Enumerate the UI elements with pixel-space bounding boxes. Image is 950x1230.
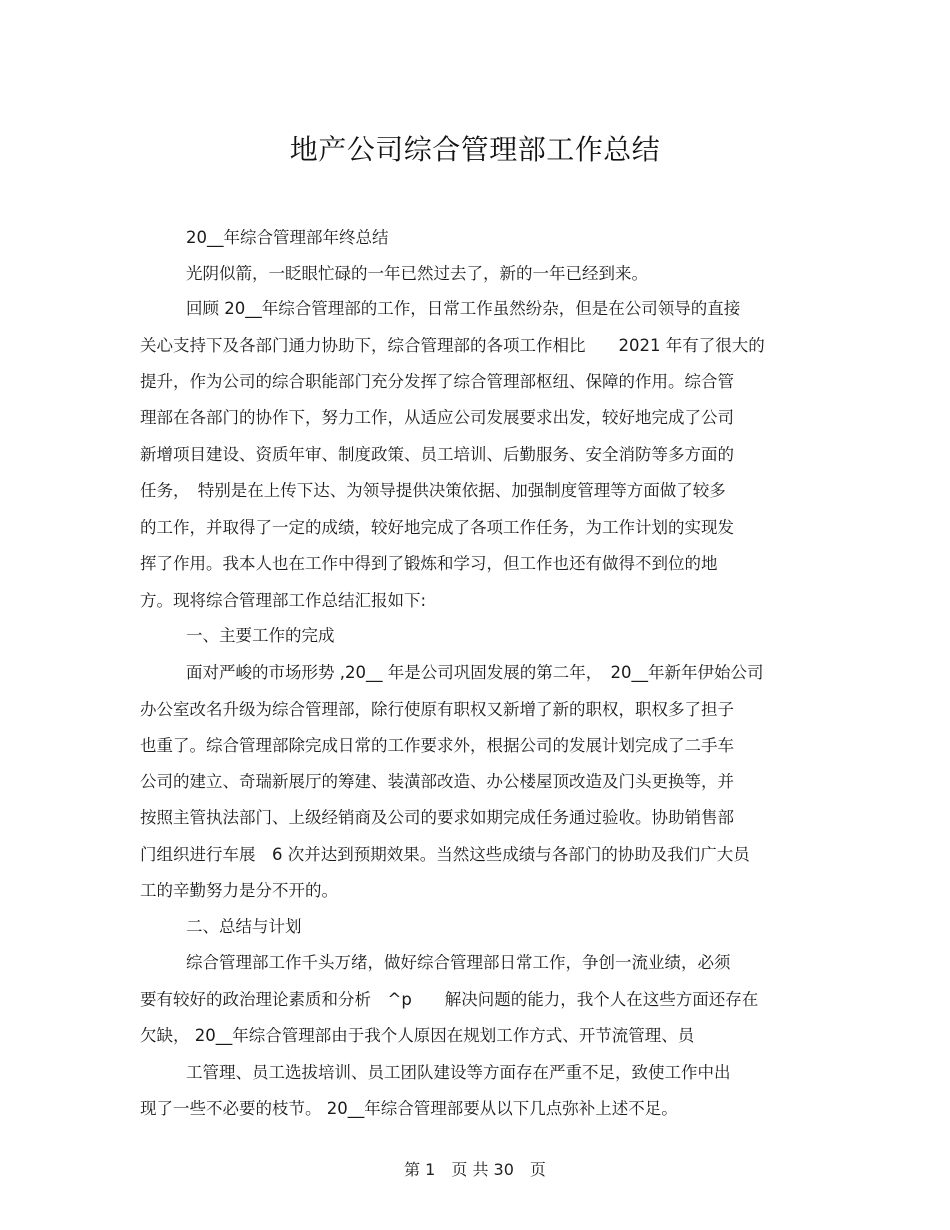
text-line: 关心支持下及各部门通力协助下，综合管理部的各项工作相比 2021 年有了很大的 xyxy=(140,336,765,355)
text-line: 方。现将综合管理部工作总结汇报如下: xyxy=(140,591,427,610)
subtitle-line: 20__年综合管理部年终总结 xyxy=(186,228,389,247)
text-line: 任务， 特别是在上传下达、为领导提供决策依据、加强制度管理等方面做了较多 xyxy=(140,481,726,500)
text-line: 门组织进行车展 6 次并达到预期效果。当然这些成绩与各部门的协助及我们广大员 xyxy=(140,845,750,864)
text-line: 的工作，并取得了一定的成绩，较好地完成了各项工作任务，为工作计划的实现发 xyxy=(140,518,734,537)
text-line: 办公室改名升级为综合管理部，除行使原有职权又新增了新的职权，职权多了担子 xyxy=(140,700,734,719)
text-line: 提升，作为公司的综合职能部门充分发挥了综合管理部枢纽、保障的作用。综合管 xyxy=(140,372,734,391)
section-heading: 一、主要工作的完成 xyxy=(186,626,335,645)
text-line: 按照主管执法部门、上级经销商及公司的要求如期完成任务通过验收。协助销售部 xyxy=(140,808,734,827)
text-line: 现了一些不必要的枝节。 20__年综合管理部要从以下几点弥补上述不足。 xyxy=(140,1099,678,1118)
text-line: 公司的建立、奇瑞新展厅的筹建、装潢部改造、办公楼屋顶改造及门头更换等，并 xyxy=(140,772,734,791)
text-line: 要有较好的政治理论素质和分析 ^p 解决问题的能力，我个人在这些方面还存在 xyxy=(140,990,759,1009)
text-line: 欠缺， 20__年综合管理部由于我个人原因在规划工作方式、开节流管理、员 xyxy=(140,1026,695,1045)
text-line: 光阴似箭，一眨眼忙碌的一年已然过去了，新的一年已经到来。 xyxy=(186,264,648,283)
text-line: 挥了作用。我本人也在工作中得到了锻炼和学习，但工作也还有做得不到位的地 xyxy=(140,554,718,573)
text-line: 新增项目建设、资质年审、制度政策、员工培训、后勤服务、安全消防等多方面的 xyxy=(140,445,734,464)
text-line: 工的辛勤努力是分不开的。 xyxy=(140,881,338,900)
document-title: 地产公司综合管理部工作总结 xyxy=(289,133,661,166)
text-line: 理部在各部门的协作下，努力工作，从适应公司发展要求出发，较好地完成了公司 xyxy=(140,408,734,427)
page-footer: 第 1 页 共 30 页 xyxy=(404,1160,546,1179)
text-line: 工管理、员工选拔培训、员工团队建设等方面存在严重不足，致使工作中出 xyxy=(186,1063,731,1082)
text-line: 也重了。综合管理部除完成日常的工作要求外，根据公司的发展计划完成了二手车 xyxy=(140,736,734,755)
text-line: 综合管理部工作千头万绪，做好综合管理部日常工作，争创一流业绩，必须 xyxy=(186,953,731,972)
section-heading: 二、总结与计划 xyxy=(186,917,302,936)
text-line: 面对严峻的市场形势 ,20__ 年是公司巩固发展的第二年， 20__年新年伊始公司 xyxy=(186,663,764,682)
text-line: 回顾 20__年综合管理部的工作，日常工作虽然纷杂，但是在公司领导的直接 xyxy=(186,299,741,318)
